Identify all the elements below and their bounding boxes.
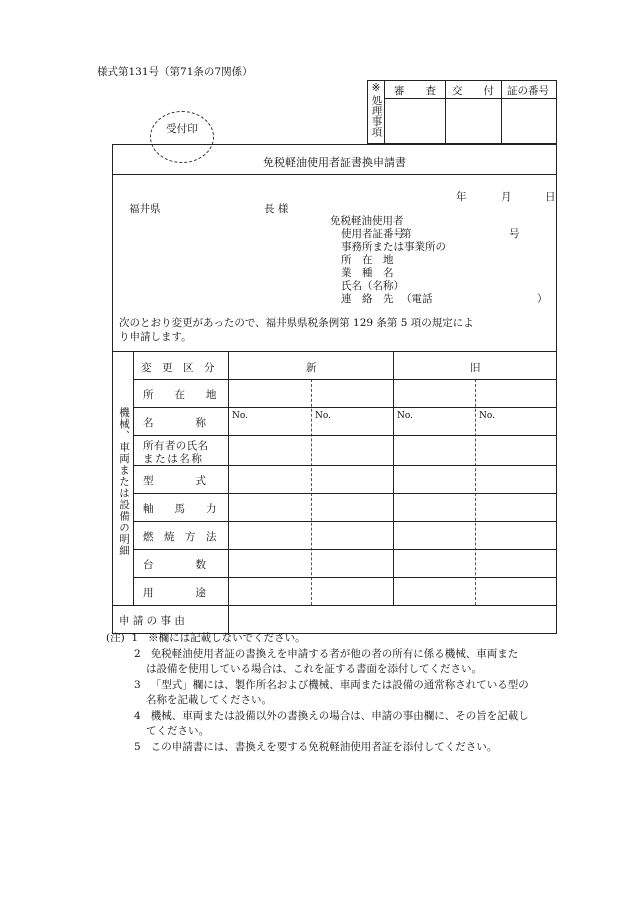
application-form [112,144,557,634]
change-category-label: 変 更 区 分 [141,362,215,374]
form-number: 様式第131号（第71条の7関係） [97,66,253,78]
note-4-line-1: 機械、車両または設備以外の書換えの場合は、申請の事由欄に、その旨を記載し [150,709,529,722]
new-column-label: 新 [306,362,317,374]
office-label: 事務所または事業所の [341,241,446,253]
date-year: 年 [456,191,467,203]
notes: (注) 1 ※欄には記載しないでください。 2 免税軽油使用者証の書換えを申請する者が他の者の所有に係る機械、車両また は設備を使用している場合は、これを証する書面を添付してください。 3 「型式」欄には、製作所名および機械、車両または設備の通常称されている型の 名称を記載してください。 4 機械、車両または設備以外の書換えの場合は、申請の事由欄に、その旨を記載し てください。 5 この申請書には、書換えを要する免税軽油使用者証を添付してください。 [106,631,556,755]
no-old-2: No. [479,411,495,421]
processing-table [367,80,557,144]
note-2-line-1: 免税軽油使用者証の書換えを申請する者が他の者の所有に係る機械、車両また [150,647,519,660]
note-1: ※欄には記載しないでください。 [148,632,306,644]
row-purpose: 用 途 [143,587,206,599]
cert-number-label: 使用者証番号 [341,228,404,240]
cert-number-column: 証の番号 [507,85,549,97]
row-count: 台 数 [143,559,206,571]
note-4-line-2: てください。 [146,725,209,737]
name-label: 氏名（名称） [341,280,404,292]
processing-label: ※ 処理事項 [370,82,383,137]
row-name: 名 称 [143,417,206,429]
cert-number-go: 号 [509,228,520,240]
note-3-line-2: 名称を記載してください。 [146,694,272,706]
note-2-line-2: は設備を使用している場合は、これを証する書面を添付してください。 [146,663,482,675]
row-combustion: 燃 焼 方 法 [143,531,217,543]
review-column: 審 査 [394,85,436,97]
no-new-2: No. [315,411,331,421]
date-day: 日 [545,191,556,203]
row-horsepower: 軸 馬 力 [143,503,217,515]
details-side-label: 機械、車両または設備の明細 [118,407,130,557]
reason-label: 申 請 の 事 由 [119,615,185,627]
statement-line-1: 次のとおり変更があったので、福井県県税条例第 129 条第 5 項の規定によ [119,317,474,329]
note-5: この申請書には、書換えを要する免税軽油使用者証を添付してください。 [150,740,498,753]
date-month: 月 [501,191,512,203]
no-old-1: No. [397,411,413,421]
notes-prefix: (注) [106,632,125,644]
contact-phone: （電話 [401,293,433,305]
row-owner-line-1: 所有者の氏名 [143,440,209,452]
contact-label: 連 絡 先 [341,293,394,305]
location-label: 所 在 地 [341,254,394,266]
reception-stamp: 受付印 [150,111,214,163]
note-3-line-1: 「型式」欄には、製作所名および機械、車両または設備の通常称されている型の [150,678,529,691]
statement-line-2: り申請します。 [119,331,192,343]
applicant-heading: 免税軽油使用者 [330,215,404,227]
cert-number-dai: 第 [401,228,412,240]
addressee-chief: 長 様 [264,203,289,215]
addressee-prefecture: 福井県 [129,203,161,215]
no-new-1: No. [232,411,248,421]
contact-close: ） [537,293,548,305]
row-location: 所 在 地 [143,389,217,401]
old-column-label: 旧 [470,362,481,374]
industry-label: 業 種 名 [341,267,394,279]
row-owner-line-2: または名称 [143,453,204,465]
form-title: 免税軽油使用者証書換申請書 [263,156,406,169]
issue-column: 交 付 [452,85,494,97]
row-model: 型 式 [143,475,206,487]
